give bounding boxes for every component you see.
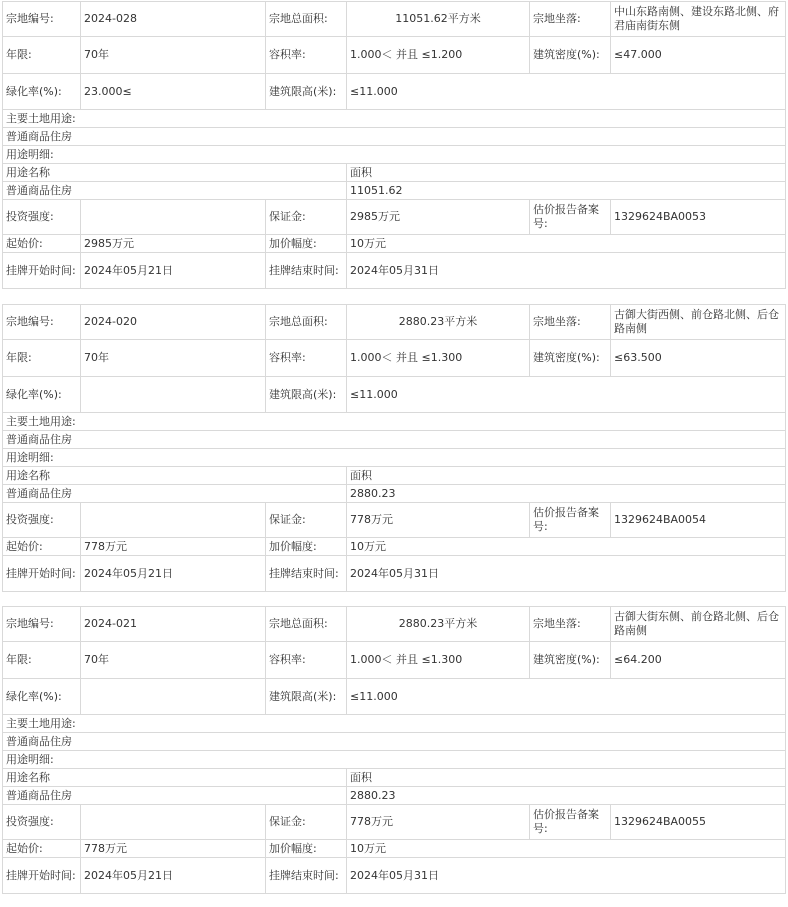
parcel-row-price — [3, 235, 786, 253]
term-label: 年限: — [3, 642, 81, 679]
area-header: 面积 — [347, 164, 786, 182]
investment-label: 投资强度: — [3, 805, 81, 840]
main-use-label: 主要土地用途: — [3, 110, 786, 128]
parcel-row-price — [3, 840, 786, 858]
deposit-value: 2985万元 — [347, 200, 530, 235]
investment-label: 投资强度: — [3, 200, 81, 235]
location-value: 中山东路南侧、建设东路北侧、府君庙南街东侧 — [611, 2, 786, 37]
parcel-row-1 — [3, 305, 786, 340]
main-use-value: 普通商品住房 — [3, 431, 786, 449]
greening-rate-label: 绿化率(%): — [3, 679, 81, 715]
total-area-label: 宗地总面积: — [266, 2, 347, 37]
investment-value — [81, 200, 266, 235]
term-value: 70年 — [81, 37, 266, 74]
main-use-label: 主要土地用途: — [3, 413, 786, 431]
listing-start-label: 挂牌开始时间: — [3, 858, 81, 894]
location-label: 宗地坐落: — [530, 2, 611, 37]
building-density-label: 建筑密度(%): — [530, 340, 611, 377]
start-price-value: 778万元 — [81, 538, 266, 556]
appraisal-label: 估价报告备案号: — [530, 503, 611, 538]
height-limit-label: 建筑限高(米): — [266, 377, 347, 413]
building-density-label: 建筑密度(%): — [530, 642, 611, 679]
use-area-value: 2880.23 — [347, 485, 786, 503]
area-header: 面积 — [347, 467, 786, 485]
use-detail-header-row — [3, 467, 786, 485]
use-detail-row — [3, 485, 786, 503]
parcel-no-value: 2024-021 — [81, 607, 266, 642]
parcel-row-price — [3, 538, 786, 556]
listing-end-label: 挂牌结束时间: — [266, 556, 347, 592]
increment-label: 加价幅度: — [266, 840, 347, 858]
total-area-label: 宗地总面积: — [266, 305, 347, 340]
parcel-row-listing — [3, 858, 786, 894]
main-use-value-row — [3, 128, 786, 146]
parcel-row-listing — [3, 556, 786, 592]
total-area-value: 11051.62平方米 — [347, 2, 530, 37]
use-name-value: 普通商品住房 — [3, 182, 347, 200]
increment-value: 10万元 — [347, 235, 786, 253]
listing-start-label: 挂牌开始时间: — [3, 556, 81, 592]
increment-value: 10万元 — [347, 538, 786, 556]
appraisal-value: 1329624BA0053 — [611, 200, 786, 235]
term-label: 年限: — [3, 340, 81, 377]
appraisal-label: 估价报告备案号: — [530, 200, 611, 235]
deposit-value: 778万元 — [347, 805, 530, 840]
start-price-label: 起始价: — [3, 840, 81, 858]
use-area-value: 2880.23 — [347, 787, 786, 805]
parcel-no-value: 2024-020 — [81, 305, 266, 340]
building-density-value: ≤47.000 — [611, 37, 786, 74]
parcel-row-3 — [3, 74, 786, 110]
main-use-value: 普通商品住房 — [3, 733, 786, 751]
total-area-value: 2880.23平方米 — [347, 305, 530, 340]
use-detail-label: 用途明细: — [3, 751, 786, 769]
location-value: 古御大街西侧、前仓路北侧、后仓路南侧 — [611, 305, 786, 340]
listing-end-label: 挂牌结束时间: — [266, 253, 347, 289]
use-detail-label: 用途明细: — [3, 449, 786, 467]
parcel-row-listing — [3, 253, 786, 289]
total-area-label: 宗地总面积: — [266, 607, 347, 642]
main-use-label-row — [3, 413, 786, 431]
listing-start-value: 2024年05月21日 — [81, 253, 266, 289]
parcel-row-3 — [3, 679, 786, 715]
use-name-value: 普通商品住房 — [3, 787, 347, 805]
start-price-label: 起始价: — [3, 538, 81, 556]
parcel-no-label: 宗地编号: — [3, 607, 81, 642]
start-price-value: 2985万元 — [81, 235, 266, 253]
listing-end-value: 2024年05月31日 — [347, 858, 786, 894]
deposit-label: 保证金: — [266, 805, 347, 840]
greening-rate-label: 绿化率(%): — [3, 377, 81, 413]
greening-rate-value: 23.000≤ — [81, 74, 266, 110]
appraisal-value: 1329624BA0054 — [611, 503, 786, 538]
main-use-label-row — [3, 715, 786, 733]
parcel-row-3 — [3, 377, 786, 413]
parcel-no-value: 2024-028 — [81, 2, 266, 37]
increment-label: 加价幅度: — [266, 235, 347, 253]
plot-ratio-value: 1.000＜ 并且 ≤1.300 — [347, 642, 530, 679]
use-detail-label: 用途明细: — [3, 146, 786, 164]
use-detail-header-row — [3, 769, 786, 787]
deposit-value: 778万元 — [347, 503, 530, 538]
height-limit-label: 建筑限高(米): — [266, 679, 347, 715]
start-price-label: 起始价: — [3, 235, 81, 253]
investment-label: 投资强度: — [3, 503, 81, 538]
term-label: 年限: — [3, 37, 81, 74]
appraisal-label: 估价报告备案号: — [530, 805, 611, 840]
deposit-label: 保证金: — [266, 200, 347, 235]
plot-ratio-label: 容积率: — [266, 642, 347, 679]
location-value: 古御大街东侧、前仓路北侧、后仓路南侧 — [611, 607, 786, 642]
plot-ratio-value: 1.000＜ 并且 ≤1.300 — [347, 340, 530, 377]
use-name-value: 普通商品住房 — [3, 485, 347, 503]
greening-rate-label: 绿化率(%): — [3, 74, 81, 110]
use-detail-header-row — [3, 164, 786, 182]
parcel-row-investment — [3, 200, 786, 235]
investment-value — [81, 503, 266, 538]
height-limit-label: 建筑限高(米): — [266, 74, 347, 110]
main-use-label: 主要土地用途: — [3, 715, 786, 733]
height-limit-value: ≤11.000 — [347, 377, 786, 413]
building-density-label: 建筑密度(%): — [530, 37, 611, 74]
greening-rate-value — [81, 377, 266, 413]
parcel-no-label: 宗地编号: — [3, 2, 81, 37]
listing-start-value: 2024年05月21日 — [81, 556, 266, 592]
main-use-label-row — [3, 110, 786, 128]
term-value: 70年 — [81, 642, 266, 679]
area-header: 面积 — [347, 769, 786, 787]
listing-start-label: 挂牌开始时间: — [3, 253, 81, 289]
listing-start-value: 2024年05月21日 — [81, 858, 266, 894]
parcel-row-1 — [3, 607, 786, 642]
increment-value: 10万元 — [347, 840, 786, 858]
parcel-row-investment — [3, 805, 786, 840]
use-detail-row — [3, 787, 786, 805]
main-use-value-row — [3, 431, 786, 449]
main-use-value: 普通商品住房 — [3, 128, 786, 146]
parcel-table — [2, 606, 786, 894]
appraisal-value: 1329624BA0055 — [611, 805, 786, 840]
parcel-no-label: 宗地编号: — [3, 305, 81, 340]
term-value: 70年 — [81, 340, 266, 377]
total-area-value: 2880.23平方米 — [347, 607, 530, 642]
listing-end-value: 2024年05月31日 — [347, 556, 786, 592]
plot-ratio-value: 1.000＜ 并且 ≤1.200 — [347, 37, 530, 74]
main-use-value-row — [3, 733, 786, 751]
parcel-row-investment — [3, 503, 786, 538]
parcel-row-2 — [3, 642, 786, 679]
parcel-table — [2, 304, 786, 592]
height-limit-value: ≤11.000 — [347, 74, 786, 110]
investment-value — [81, 805, 266, 840]
location-label: 宗地坐落: — [530, 607, 611, 642]
greening-rate-value — [81, 679, 266, 715]
height-limit-value: ≤11.000 — [347, 679, 786, 715]
deposit-label: 保证金: — [266, 503, 347, 538]
use-name-header: 用途名称 — [3, 164, 347, 182]
use-detail-label-row — [3, 751, 786, 769]
use-name-header: 用途名称 — [3, 769, 347, 787]
increment-label: 加价幅度: — [266, 538, 347, 556]
use-detail-label-row — [3, 146, 786, 164]
listing-end-label: 挂牌结束时间: — [266, 858, 347, 894]
use-name-header: 用途名称 — [3, 467, 347, 485]
plot-ratio-label: 容积率: — [266, 340, 347, 377]
building-density-value: ≤64.200 — [611, 642, 786, 679]
parcel-row-2 — [3, 340, 786, 377]
use-detail-label-row — [3, 449, 786, 467]
parcel-row-1 — [3, 2, 786, 37]
use-detail-row — [3, 182, 786, 200]
building-density-value: ≤63.500 — [611, 340, 786, 377]
use-area-value: 11051.62 — [347, 182, 786, 200]
plot-ratio-label: 容积率: — [266, 37, 347, 74]
parcel-table — [2, 1, 786, 289]
parcel-row-2 — [3, 37, 786, 74]
listing-end-value: 2024年05月31日 — [347, 253, 786, 289]
location-label: 宗地坐落: — [530, 305, 611, 340]
start-price-value: 778万元 — [81, 840, 266, 858]
